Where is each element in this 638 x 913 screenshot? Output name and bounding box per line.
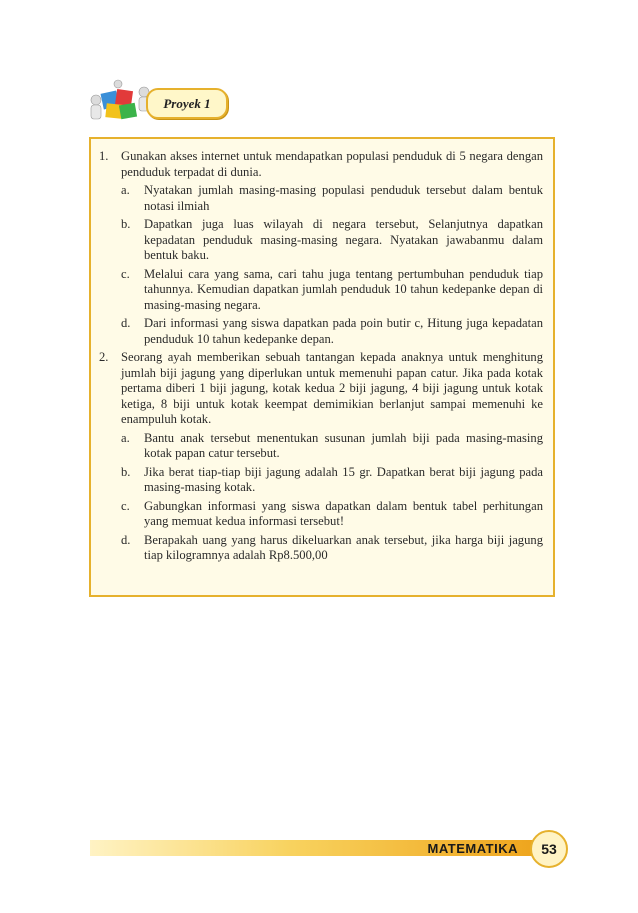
task-text: Gunakan akses internet untuk mendapatkan populasi penduduk di 5 negara dengan penduduk terpadat di dunia. <box>121 149 543 179</box>
sub-item-letter: c. <box>121 266 130 281</box>
project-box <box>89 137 555 597</box>
sub-item-text: Dari informasi yang siswa dapatkan pada poin butir c, Hitung juga kepadatan penduduk 10 tahun kedepanke depan. <box>144 316 543 346</box>
page-number: 53 <box>530 830 568 868</box>
sub-item-letter: a. <box>121 183 130 197</box>
sub-item-text: Bantu anak tersebut menentukan susunan jumlah biji pada masing-masing kotak papan catur tersebut. <box>144 430 543 460</box>
sub-item <box>121 465 543 496</box>
sub-item-letter: d. <box>121 316 131 330</box>
sub-item-letter: b. <box>121 217 131 231</box>
task-item <box>99 149 543 347</box>
task-text: Seorang ayah memberikan sebuah tantangan kepada anaknya untuk menghitung jumlah biji jagung yang diperlukan untuk memenuhi papan catur. Jika pada kotak pertama diberi 1 biji jagung, kotak kedua 2 biji jagung, 4 biji jagung untuk kotak ketiga, 8 biji untuk kotak keempat demimikian berlanjut sampai memenuhi ke enampuluh kotak. <box>121 350 543 426</box>
sub-item <box>121 316 543 347</box>
sub-item <box>121 533 543 564</box>
sub-item-letter: b. <box>121 464 131 479</box>
sub-item-text: Berapakah uang yang harus dikeluarkan anak tersebut, jika harga biji jagung tiap kilogramnya adalah Rp8.500,00 <box>144 532 543 562</box>
sub-item <box>121 183 543 214</box>
task-number: 2. <box>99 350 109 364</box>
sub-item <box>121 431 543 462</box>
sub-item-text: Gabungkan informasi yang siswa dapatkan dalam bentuk tabel perhitungan yang memuat kedua informasi tersebut! <box>144 498 543 528</box>
sub-item <box>121 217 543 264</box>
project-title: Proyek 1 <box>146 88 228 119</box>
sub-item-text: Nyatakan jumlah masing-masing populasi penduduk tersebut dalam bentuk notasi ilmiah <box>144 183 543 213</box>
puzzle-people-icon <box>88 78 154 128</box>
task-number: 1. <box>99 149 109 163</box>
sub-item-letter: c. <box>121 498 130 513</box>
project-header <box>88 78 238 128</box>
sub-item-text: Jika berat tiap-tiap biji jagung adalah 15 gr. Dapatkan berat biji jagung pada masing-masing kotak. <box>144 464 543 494</box>
sub-item-letter: d. <box>121 532 131 547</box>
page-footer <box>90 834 570 874</box>
sub-item-text: Dapatkan juga luas wilayah di negara tersebut, Selanjutnya dapatkan kepadatan penduduk masing-masing negara. Nyatakan jawabanmu dalam bentuk baku. <box>144 217 543 262</box>
footer-subject: MATEMATIKA <box>427 841 518 856</box>
task-item <box>99 350 543 564</box>
sub-item-letter: a. <box>121 430 130 445</box>
sub-item-text: Melalui cara yang sama, cari tahu juga tentang pertumbuhan penduduk tiap tahunnya. Kemudian dapatkan jumlah penduduk 10 tahun kedepanke depan di masing-masing negara. <box>144 266 543 312</box>
sub-item <box>121 267 543 314</box>
sub-item <box>121 499 543 530</box>
